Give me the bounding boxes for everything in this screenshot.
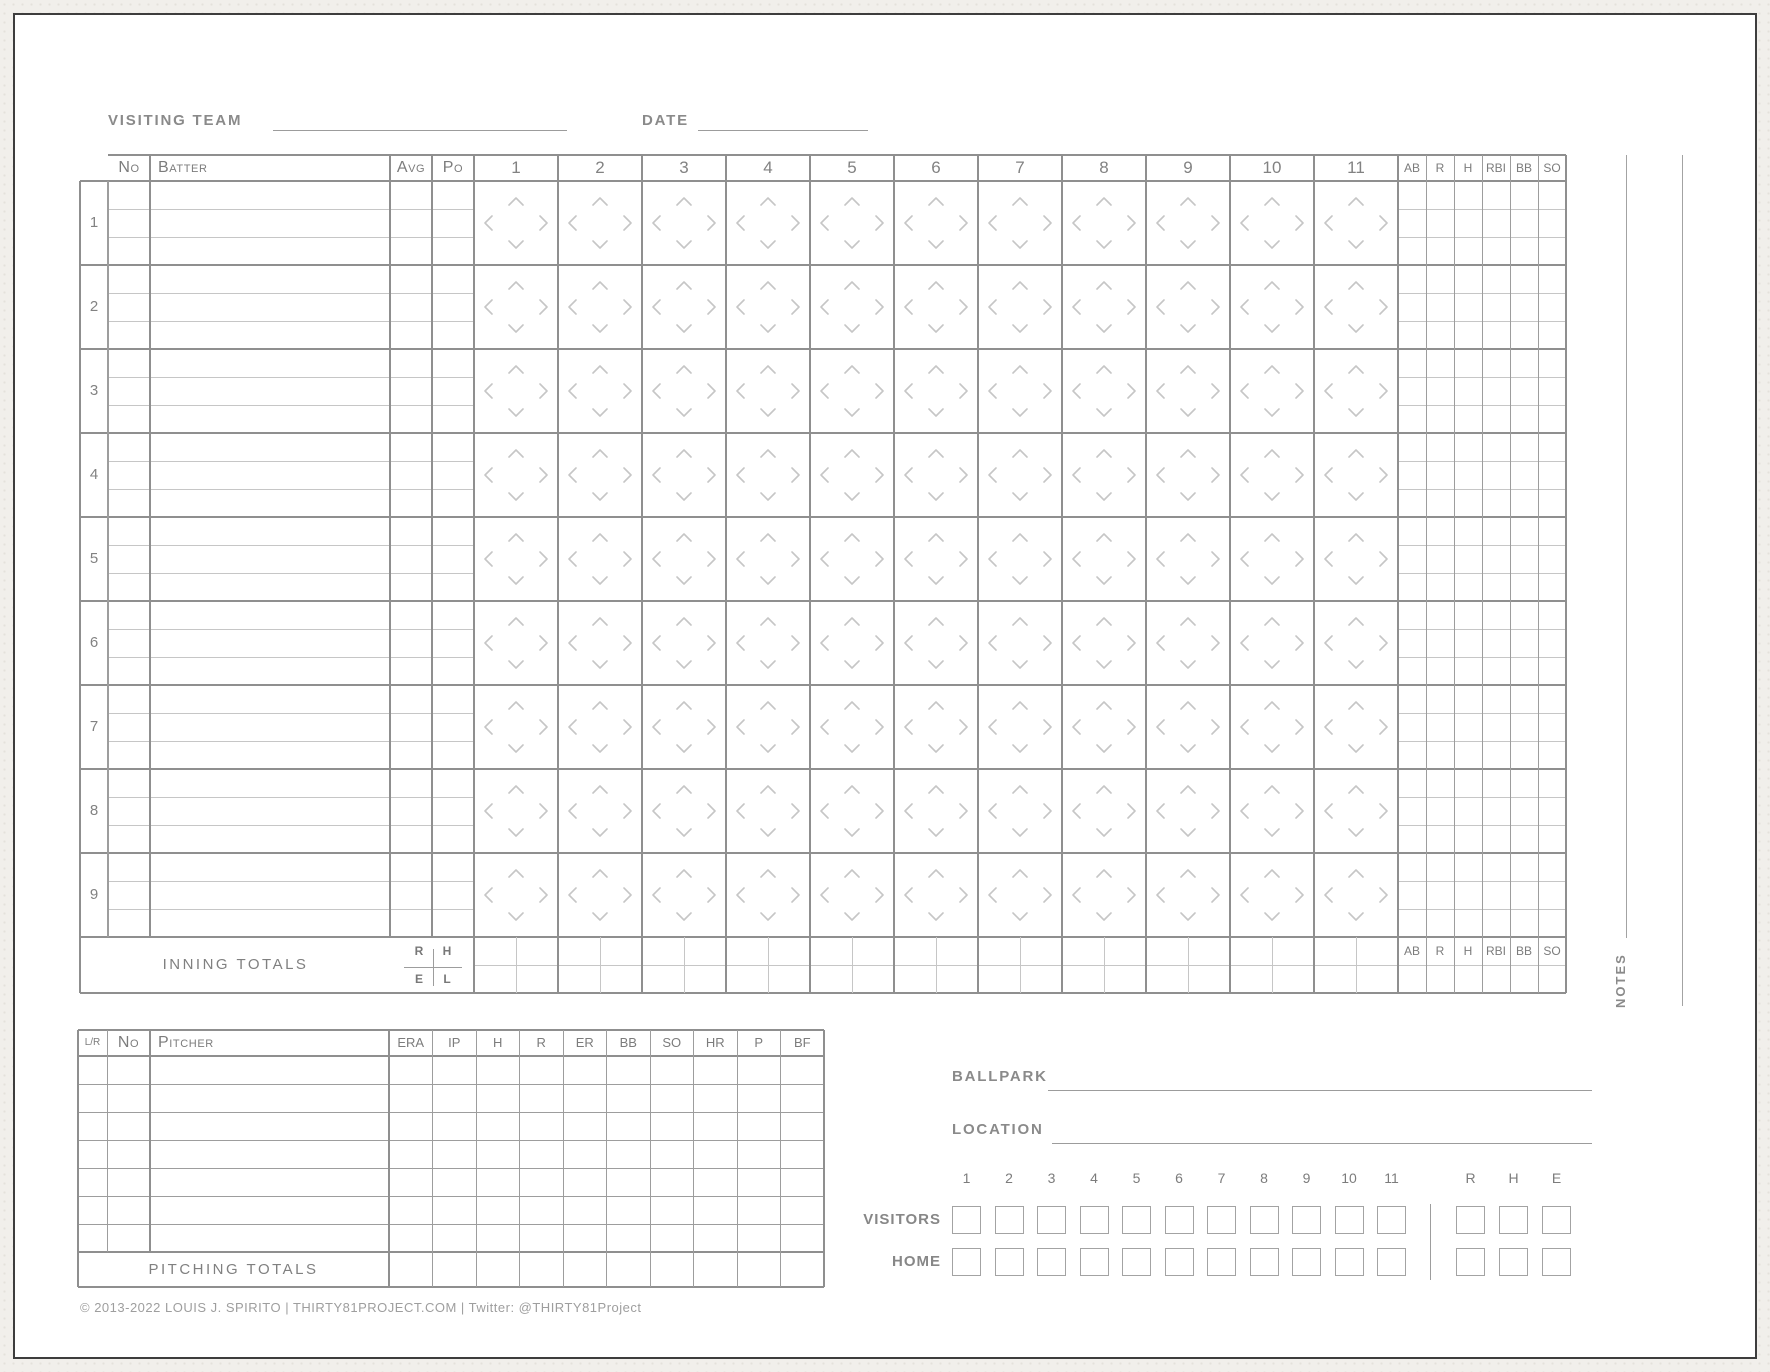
diamond-basepath-icon [1156,365,1220,417]
pitching-table [78,1030,824,1287]
visitors-inning-box[interactable] [1250,1206,1279,1234]
diamond-basepath-icon [736,449,800,501]
linescore-inning-number: 1 [962,1170,971,1186]
diamond-basepath-icon [652,785,716,837]
grid-line [977,155,979,993]
grid-line [1104,937,1105,993]
grid-line [108,573,474,574]
date-input-line[interactable] [698,130,868,131]
totals-stat-header: AB [1403,944,1420,958]
grid-line [1426,155,1427,993]
inning-column-header: 4 [763,158,773,177]
pitching-stat-header: BB [619,1035,637,1050]
diamond-basepath-icon [736,869,800,921]
notes-label: NOTES [1613,953,1628,1008]
grid-line [473,155,475,993]
grid-line [1356,937,1357,993]
diamond-basepath-icon [1072,365,1136,417]
grid-line [77,1030,79,1287]
grid-line [737,1030,738,1287]
diamond-basepath-icon [1240,701,1304,753]
diamond-basepath-icon [820,869,884,921]
home-inning-box[interactable] [1250,1248,1279,1276]
grid-line [108,741,474,742]
home-inning-box[interactable] [995,1248,1024,1276]
grid-line [108,909,474,910]
linescore-total-header: E [1551,1170,1562,1186]
grid-line [1510,155,1511,993]
diamond-basepath-icon [988,869,1052,921]
totals-stat-header: RBI [1485,944,1506,958]
grid-line [80,852,1566,854]
grid-line [650,1030,651,1287]
totals-key-l: L [443,972,451,986]
grid-line [1061,155,1063,993]
lineup-slot-number: 5 [89,550,99,567]
diamond-basepath-icon [1240,785,1304,837]
home-inning-box[interactable] [1292,1248,1321,1276]
home-total-box[interactable] [1499,1248,1528,1276]
linescore-visitors-label: VISITORS [863,1211,941,1228]
totals-key-e: E [414,972,423,986]
notes-rule-line-1[interactable] [1626,155,1627,938]
grid-line [78,1084,824,1085]
diamond-basepath-icon [1156,281,1220,333]
lineup-slot-number: 4 [89,466,99,483]
pitching-stat-header: IP [448,1035,461,1050]
grid-line [78,1196,824,1197]
home-inning-box[interactable] [1165,1248,1194,1276]
diamond-basepath-icon [484,701,548,753]
diamond-basepath-icon [736,617,800,669]
visitors-inning-box[interactable] [1292,1206,1321,1234]
inning-column-header: 9 [1183,158,1193,177]
home-inning-box[interactable] [1335,1248,1364,1276]
home-inning-box[interactable] [1377,1248,1406,1276]
grid-line [107,1030,108,1252]
pitching-stat-header: SO [662,1035,682,1050]
diamond-basepath-icon [484,281,548,333]
diamond-basepath-icon [652,701,716,753]
grid-line [519,1030,520,1287]
diamond-basepath-icon [1240,533,1304,585]
inning-column-header: 11 [1347,158,1365,177]
stat-column-header: SO [1543,161,1561,175]
diamond-basepath-icon [988,281,1052,333]
grid-line [768,937,769,993]
grid-line [149,1030,151,1252]
grid-line [693,1030,694,1287]
diamond-basepath-icon [1156,869,1220,921]
diamond-basepath-icon [568,701,632,753]
diamond-basepath-icon [1240,281,1304,333]
pitching-stat-header: HR [705,1035,725,1050]
grid-line [108,657,474,658]
diamond-basepath-icon [652,533,716,585]
diamond-basepath-icon [1240,617,1304,669]
grid-line [600,937,601,993]
stat-column-header: AB [1403,161,1420,175]
grid-line [432,1030,433,1287]
inning-column-header: 8 [1099,158,1109,177]
diamond-basepath-icon [1072,785,1136,837]
inning-column-header: 7 [1015,158,1025,177]
diamond-basepath-icon [904,701,968,753]
grid-line [80,768,1566,770]
grid-line [108,825,474,826]
diamond-basepath-icon [736,701,800,753]
diamond-basepath-icon [484,365,548,417]
visitors-inning-box[interactable] [952,1206,981,1234]
stat-column-header: BB [1515,161,1532,175]
grid-line [80,600,1566,602]
diamond-basepath-icon [904,365,968,417]
location-label: LOCATION [952,1121,1044,1138]
diamond-basepath-icon [568,617,632,669]
grid-line [563,1030,564,1287]
diamond-basepath-icon [568,785,632,837]
grid-line [108,293,474,294]
diamond-basepath-icon [1324,785,1388,837]
grid-line [78,1168,824,1169]
grid-line [108,237,474,238]
grid-line [1272,937,1273,993]
diamond-basepath-icon [904,197,968,249]
grid-line [80,684,1566,686]
inning-column-header: 10 [1262,158,1282,177]
grid-line [78,1112,824,1113]
linescore-total-header: R [1465,1170,1476,1186]
grid-line [641,155,643,993]
visitors-total-box[interactable] [1499,1206,1528,1234]
diamond-basepath-icon [1240,365,1304,417]
grid-line [1565,155,1567,993]
grid-line [936,937,937,993]
grid-line [852,937,853,993]
grid-line [1454,155,1455,993]
diamond-basepath-icon [820,617,884,669]
diamond-basepath-icon [568,365,632,417]
pitching-stat-header: ER [575,1035,594,1050]
grid-line [108,545,474,546]
diamond-basepath-icon [1156,617,1220,669]
diamond-basepath-icon [1240,869,1304,921]
grid-line [516,937,517,993]
diamond-basepath-icon [904,281,968,333]
diamond-basepath-icon [1072,617,1136,669]
diamond-basepath-icon [988,617,1052,669]
linescore-inning-number: 8 [1260,1170,1268,1186]
lineup-slot-number: 2 [89,298,99,315]
batting-header-avg: Avg [396,159,426,176]
diamond-basepath-icon [1072,869,1136,921]
home-inning-box[interactable] [1122,1248,1151,1276]
grid-line [557,155,559,993]
ballpark-label: BALLPARK [952,1068,1048,1085]
grid-line [893,155,895,993]
grid-line [78,1224,824,1225]
pitching-stat-header: R [536,1035,546,1050]
diamond-basepath-icon [1324,365,1388,417]
diamond-basepath-icon [1240,197,1304,249]
linescore-inning-number: 7 [1217,1170,1226,1186]
visitors-inning-box[interactable] [995,1206,1024,1234]
diamond-basepath-icon [1240,449,1304,501]
pitching-stat-header: BF [793,1035,811,1050]
diamond-basepath-icon [568,281,632,333]
diamond-basepath-icon [484,197,548,249]
totals-key-r: R [414,944,424,958]
grid-line [388,1030,390,1287]
diamond-basepath-icon [1324,701,1388,753]
inning-column-header: 6 [931,158,941,177]
batting-header-batter: Batter [158,159,208,176]
diamond-basepath-icon [904,869,968,921]
home-inning-box[interactable] [952,1248,981,1276]
diamond-basepath-icon [1324,869,1388,921]
linescore-inning-number: 2 [1005,1170,1013,1186]
grid-line [809,155,811,993]
grid-line [1482,155,1483,993]
grid-line [108,489,474,490]
diamond-basepath-icon [568,869,632,921]
home-total-box[interactable] [1542,1248,1571,1276]
stat-column-header: R [1435,161,1445,175]
notes-rule-line-2[interactable] [1682,155,1683,1006]
grid-line [108,881,474,882]
copyright-text: © 2013-2022 LOUIS J. SPIRITO | THIRTY81PROJECT.COM | Twitter: @THIRTY81Project [80,1300,642,1315]
grid-line [108,321,474,322]
grid-line [108,209,474,210]
diamond-basepath-icon [736,197,800,249]
grid-line [1313,155,1315,993]
diamond-basepath-icon [820,449,884,501]
diamond-basepath-icon [736,533,800,585]
diamond-basepath-icon [820,281,884,333]
diamond-basepath-icon [988,449,1052,501]
lineup-slot-number: 7 [89,718,99,735]
grid-line [108,405,474,406]
diamond-basepath-icon [1156,449,1220,501]
grid-line [108,629,474,630]
linescore-inning-number: 11 [1384,1170,1399,1186]
diamond-basepath-icon [736,785,800,837]
totals-stat-header: SO [1543,944,1561,958]
diamond-basepath-icon [1072,449,1136,501]
ballpark-input-line[interactable] [1048,1090,1592,1091]
grid-line [80,516,1566,518]
diamond-basepath-icon [1324,449,1388,501]
grid-line [149,155,151,937]
diamond-basepath-icon [484,617,548,669]
grid-line [823,1030,825,1287]
batting-table [80,155,1566,993]
home-inning-box[interactable] [1080,1248,1109,1276]
grid-line [725,155,727,993]
diamond-basepath-icon [820,197,884,249]
visitors-inning-box[interactable] [1207,1206,1236,1234]
diamond-basepath-icon [568,197,632,249]
diamond-basepath-icon [904,785,968,837]
diamond-basepath-icon [652,281,716,333]
visitors-inning-box[interactable] [1377,1206,1406,1234]
visitors-inning-box[interactable] [1122,1206,1151,1234]
visitors-total-box[interactable] [1456,1206,1485,1234]
diamond-basepath-icon [1156,785,1220,837]
diamond-basepath-icon [652,617,716,669]
pitching-header-no: No [117,1034,140,1051]
lineup-slot-number: 1 [89,214,99,231]
grid-line [108,461,474,462]
linescore-inning-number: 9 [1302,1170,1311,1186]
grid-line [78,1140,824,1141]
location-input-line[interactable] [1052,1143,1592,1144]
diamond-basepath-icon [988,785,1052,837]
batting-header-po: Po [442,159,464,176]
linescore-total-header: H [1508,1170,1519,1186]
diamond-basepath-icon [652,365,716,417]
linescore-inning-number: 6 [1175,1170,1183,1186]
home-total-box[interactable] [1456,1248,1485,1276]
diamond-basepath-icon [484,449,548,501]
diamond-basepath-icon [1072,701,1136,753]
diamond-basepath-icon [652,197,716,249]
linescore-inning-number: 10 [1341,1170,1357,1186]
inning-totals-label: INNING TOTALS [162,956,309,973]
pitching-totals-label: PITCHING TOTALS [148,1261,319,1278]
linescore-inning-number: 4 [1090,1170,1098,1186]
diamond-basepath-icon [1156,701,1220,753]
linescore-home-label: HOME [892,1253,941,1270]
diamond-basepath-icon [820,701,884,753]
diamond-basepath-icon [988,365,1052,417]
totals-stat-header: H [1463,944,1473,958]
grid-line [1188,937,1189,993]
home-inning-box[interactable] [1207,1248,1236,1276]
inning-column-header: 5 [847,158,857,177]
totals-key-h: H [442,944,452,958]
diamond-basepath-icon [988,197,1052,249]
diamond-basepath-icon [652,869,716,921]
diamond-basepath-icon [1324,281,1388,333]
grid-line [80,264,1566,266]
diamond-basepath-icon [484,869,548,921]
home-inning-box[interactable] [1037,1248,1066,1276]
diamond-basepath-icon [568,533,632,585]
diamond-basepath-icon [988,701,1052,753]
visitors-inning-box[interactable] [1037,1206,1066,1234]
grid-line [389,155,391,937]
diamond-basepath-icon [736,281,800,333]
diamond-basepath-icon [736,365,800,417]
grid-line [1145,155,1147,993]
diamond-basepath-icon [820,785,884,837]
grid-line [1538,155,1539,993]
date-label: DATE [642,112,689,129]
grid-line [476,1030,477,1287]
grid-line [1020,937,1021,993]
stat-column-header: RBI [1485,161,1506,175]
diamond-basepath-icon [904,617,968,669]
grid-line [108,797,474,798]
pitching-header-pitcher: Pitcher [158,1034,214,1051]
inning-column-header: 3 [679,158,689,177]
lineup-slot-number: 9 [89,886,99,903]
grid-line [80,432,1566,434]
pitching-header-lr: L/R [84,1037,101,1048]
stat-column-header: H [1463,161,1473,175]
diamond-basepath-icon [1072,533,1136,585]
diamond-basepath-icon [820,365,884,417]
visitors-total-box[interactable] [1542,1206,1571,1234]
lineup-slot-number: 3 [89,382,99,399]
grid-line [606,1030,607,1287]
diamond-basepath-icon [1156,533,1220,585]
diamond-basepath-icon [904,533,968,585]
linescore-inning-number: 5 [1132,1170,1141,1186]
pitching-stat-header: H [493,1035,503,1050]
visitors-inning-box[interactable] [1335,1206,1364,1234]
diamond-basepath-icon [1072,281,1136,333]
diamond-basepath-icon [1324,197,1388,249]
linescore-inning-number: 3 [1047,1170,1056,1186]
visitors-inning-box[interactable] [1080,1206,1109,1234]
diamond-basepath-icon [988,533,1052,585]
totals-stat-header: R [1435,944,1445,958]
diamond-basepath-icon [1156,197,1220,249]
grid-line [108,713,474,714]
diamond-basepath-icon [484,785,548,837]
grid-line [431,155,433,937]
diamond-basepath-icon [484,533,548,585]
diamond-basepath-icon [820,533,884,585]
grid-line [108,377,474,378]
lineup-slot-number: 6 [89,634,99,651]
pitching-stat-header: ERA [397,1035,425,1050]
inning-column-header: 1 [511,158,521,177]
visiting-team-label: VISITING TEAM [108,112,243,129]
inning-column-header: 2 [595,158,605,177]
grid-line [1397,155,1399,993]
diamond-basepath-icon [652,449,716,501]
grid-line [780,1030,781,1287]
grid-line [80,348,1566,350]
batting-header-no: No [118,159,140,176]
visiting-team-input-line[interactable] [273,130,567,131]
diamond-basepath-icon [1072,197,1136,249]
totals-stat-header: BB [1515,944,1532,958]
visitors-inning-box[interactable] [1165,1206,1194,1234]
diamond-basepath-icon [904,449,968,501]
diamond-basepath-icon [568,449,632,501]
diamond-basepath-icon [1324,617,1388,669]
grid-line [1229,155,1231,993]
diamond-basepath-icon [1324,533,1388,585]
lineup-slot-number: 8 [89,802,99,819]
grid-line [684,937,685,993]
pitching-stat-header: P [754,1035,764,1050]
